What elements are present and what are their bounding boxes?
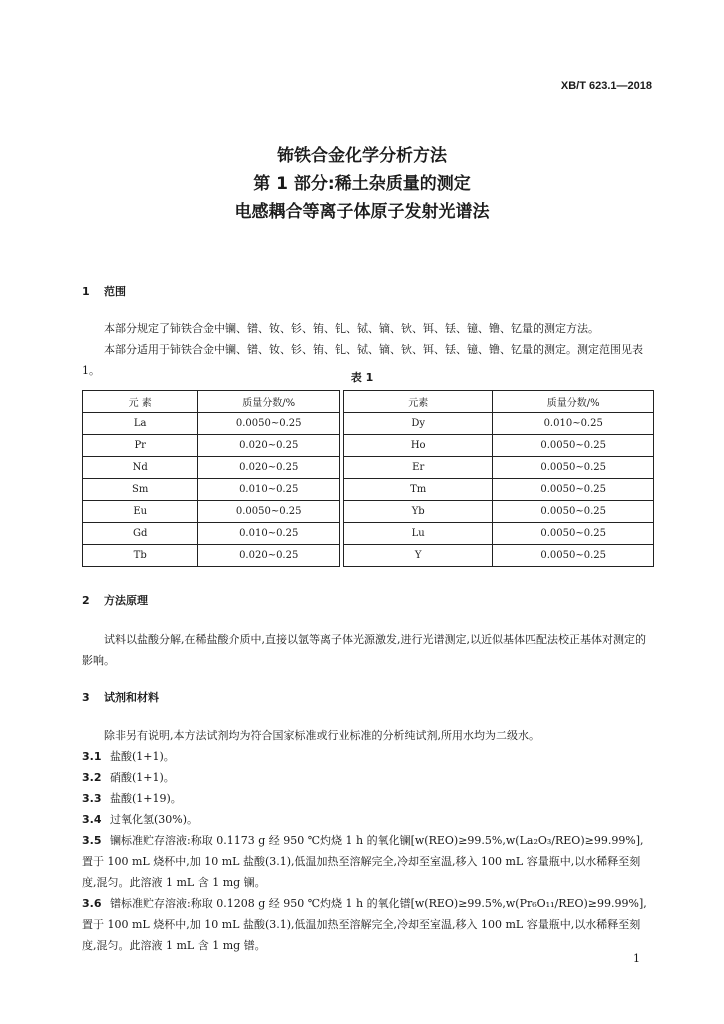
title-line-3: 电感耦合等离子体原子发射光谱法: [234, 202, 490, 222]
range-cell: 0.020~0.25: [198, 435, 340, 457]
range-cell: 0.0050~0.25: [198, 501, 340, 523]
clause-number: 3.4: [82, 813, 102, 826]
section-2-paragraph: 试料以盐酸分解,在稀盐酸介质中,直接以氩等离子体光源激发,进行光谱测定,以近似基体匹配法校正基体对测定的影响。: [82, 633, 646, 667]
range-cell: 0.010~0.25: [198, 479, 340, 501]
table-row: [83, 435, 340, 457]
range-cell: 0.0050~0.25: [493, 501, 654, 523]
clause-text: 镨标准贮存溶液:称取 0.1208 g 经 950 ℃灼烧 1 h 的氧化镨[w(REO)≥99.5%,w(Pr₆O₁₁/REO)≥99.99%],置于 100 mL 烧杯中,加 10 mL 盐酸(3.1),低温加热至溶解完全,冷却至室温,移入 100 mL 容量瓶中,以水稀释至刻度,混匀。此溶液 1 mL 含 1 mg 镨。: [82, 897, 647, 952]
table-row: [344, 545, 654, 567]
page-number: 1: [633, 952, 640, 965]
clause-3-6: [82, 893, 654, 956]
range-cell: 0.0050~0.25: [493, 545, 654, 567]
section-1-heading: [82, 283, 126, 299]
table-caption: 表 1: [350, 371, 374, 384]
section-title: 试剂和材料: [104, 691, 159, 704]
clause-text: 镧标准贮存溶液:称取 0.1173 g 经 950 ℃灼烧 1 h 的氧化镧[w(REO)≥99.5%,w(La₂O₃/REO)≥99.99%],置于 100 mL 烧杯中,加 10 mL 盐酸(3.1),低温加热至溶解完全,冷却至室温,移入 100 mL 容量瓶中,以水稀释至刻度,混匀。此溶液 1 mL 含 1 mg 镧。: [82, 834, 644, 889]
section-3-intro: 除非另有说明,本方法试剂均为符合国家标准或行业标准的分析纯试剂,所用水均为二级水。: [104, 729, 540, 742]
table-header-row: [344, 391, 654, 413]
section-2-heading: [82, 592, 148, 608]
element-cell: Tb: [83, 545, 198, 567]
element-cell: Er: [344, 457, 493, 479]
range-cell: 0.0050~0.25: [493, 479, 654, 501]
table-header-row: [83, 391, 340, 413]
table-row: [344, 457, 654, 479]
element-cell: Ho: [344, 435, 493, 457]
table-row: [83, 457, 340, 479]
table-row: [83, 413, 340, 435]
element-cell: La: [83, 413, 198, 435]
clause-number: 3.2: [82, 771, 102, 784]
table-row: [344, 479, 654, 501]
range-cell: 0.0050~0.25: [493, 457, 654, 479]
clause-text: 盐酸(1+19)。: [110, 792, 182, 805]
range-table-right: [343, 390, 654, 567]
document-title: [0, 142, 724, 226]
title-line-2: 第 1 部分:稀土杂质量的测定: [253, 174, 471, 194]
clause-3-5: [82, 830, 654, 893]
element-cell: Gd: [83, 523, 198, 545]
header-mass-fraction: 质量分数/%: [493, 391, 654, 413]
table-row: [83, 523, 340, 545]
clause-3-3: [82, 788, 654, 809]
element-cell: Sm: [83, 479, 198, 501]
element-cell: Nd: [83, 457, 198, 479]
table-row: [83, 501, 340, 523]
range-cell: 0.020~0.25: [198, 457, 340, 479]
clause-text: 硝酸(1+1)。: [110, 771, 175, 784]
clause-3-1: [82, 746, 654, 767]
table-row: [344, 501, 654, 523]
section-1-paragraph-1: 本部分规定了铈铁合金中镧、镨、钕、钐、铕、钆、铽、镝、钬、铒、铥、镱、镥、钇量的测定方法。: [104, 322, 599, 335]
section-3-heading: [82, 689, 159, 705]
range-cell: 0.0050~0.25: [198, 413, 340, 435]
table-row: [83, 545, 340, 567]
range-table-left: [82, 390, 340, 567]
range-cell: 0.010~0.25: [493, 413, 654, 435]
clause-text: 盐酸(1+1)。: [110, 750, 175, 763]
clause-3-2: [82, 767, 654, 788]
table-row: [344, 435, 654, 457]
table-row: [344, 523, 654, 545]
section-number: 2: [82, 594, 90, 607]
element-cell: Eu: [83, 501, 198, 523]
clause-number: 3.5: [82, 834, 102, 847]
section-number: 3: [82, 691, 90, 704]
standard-number: XB/T 623.1—2018: [560, 80, 652, 92]
section-number: 1: [82, 285, 90, 298]
section-title: 范围: [104, 285, 126, 298]
element-cell: Y: [344, 545, 493, 567]
title-line-1: 钸铁合金化学分析方法: [277, 146, 447, 166]
section-1-paragraph-2: 本部分适用于铈铁合金中镧、镨、钕、钐、铕、钆、铽、镝、钬、铒、铥、镱、镥、钇量的测定。测定范围见表 1。: [82, 343, 643, 377]
clause-3-4: [82, 809, 654, 830]
range-cell: 0.020~0.25: [198, 545, 340, 567]
range-cell: 0.010~0.25: [198, 523, 340, 545]
clause-number: 3.6: [82, 897, 102, 910]
element-cell: Pr: [83, 435, 198, 457]
element-cell: Tm: [344, 479, 493, 501]
element-cell: Lu: [344, 523, 493, 545]
table-row: [83, 479, 340, 501]
range-cell: 0.0050~0.25: [493, 435, 654, 457]
clause-number: 3.1: [82, 750, 102, 763]
clause-text: 过氧化氢(30%)。: [110, 813, 199, 826]
header-mass-fraction: 质量分数/%: [198, 391, 340, 413]
element-cell: Yb: [344, 501, 493, 523]
section-title: 方法原理: [104, 594, 148, 607]
header-element: 元素: [344, 391, 493, 413]
range-cell: 0.0050~0.25: [493, 523, 654, 545]
header-element: 元 素: [83, 391, 198, 413]
element-cell: Dy: [344, 413, 493, 435]
table-row: [344, 413, 654, 435]
clause-number: 3.3: [82, 792, 102, 805]
